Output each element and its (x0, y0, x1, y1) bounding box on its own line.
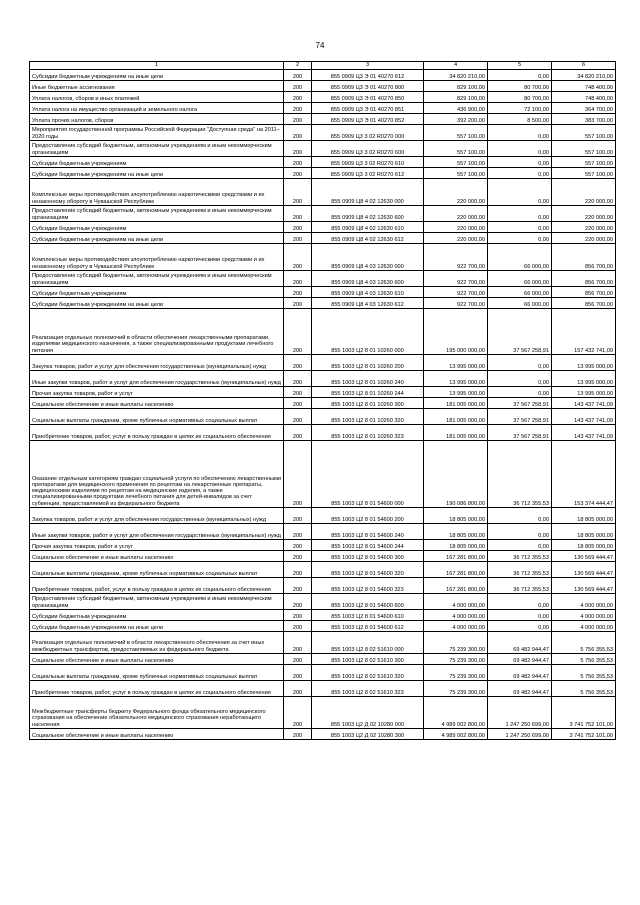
table-row (30, 524, 616, 540)
table-row (30, 578, 616, 594)
row-value-remaining: 13 995 000,00 (552, 355, 616, 371)
table-row (30, 141, 616, 157)
row-value-executed: 0,00 (488, 508, 552, 524)
row-value-approved: 557 100,00 (424, 157, 488, 168)
table-row (30, 425, 616, 441)
row-value-remaining: 4 000 000,00 (552, 621, 616, 632)
table-row (30, 103, 616, 114)
row-value-executed: 66 000,00 (488, 271, 552, 287)
row-value-remaining: 18 805 000,00 (552, 524, 616, 540)
row-kod: 200 (284, 355, 312, 371)
row-value-remaining: 3 741 752 101,00 (552, 697, 616, 729)
row-name: Уплата прочих налогов, сборов (30, 114, 284, 125)
row-value-remaining: 5 756 355,53 (552, 681, 616, 697)
row-code: 855 0909 Ц3 3 02 R0270 600 (312, 141, 424, 157)
row-name: Иные закупки товаров, работ и услуг для обеспечения государственных (муниципальных) нужд (30, 371, 284, 387)
row-kod: 200 (284, 441, 312, 508)
column-header: 6 (552, 62, 616, 70)
row-value-executed: 0,00 (488, 70, 552, 81)
row-name: Реализация отдельных полномочий в области лекарственного обеспечения за счет иных межбюджетных трансфертов, предоставляемых из федерального бюджета (30, 632, 284, 654)
row-name: Закупка товаров, работ и услуг для обеспечения государственных (муниципальных) нужд (30, 508, 284, 524)
row-kod: 200 (284, 141, 312, 157)
row-name: Оказание отдельным категориям граждан социальной услуги по обеспечению лекарственными препаратами для медицинского применения по рецептам на лекарственные препараты, медицинскими изделиями по рецептам на медицинские изделия, а также специализированными продуктами лечебного питания для детей-инвалидов за счет субвенции, предоставляемой из федерального бюджета (30, 441, 284, 508)
row-value-approved: 4 000 000,00 (424, 594, 488, 610)
row-name: Комплексные меры противодействия злоупотреблению наркотическими средствами и их незаконному обороту в Чувашской Республике (30, 244, 284, 271)
row-value-remaining: 383 700,00 (552, 114, 616, 125)
row-kod: 200 (284, 179, 312, 206)
table-row (30, 729, 616, 740)
row-code: 855 1003 Ц2 8 01 54600 610 (312, 610, 424, 621)
row-code: 855 1003 Ц2 8 01 54600 000 (312, 441, 424, 508)
row-value-executed: 0,00 (488, 179, 552, 206)
row-value-executed: 0,00 (488, 387, 552, 398)
table-row (30, 92, 616, 103)
row-kod: 200 (284, 222, 312, 233)
row-value-executed: 0,00 (488, 125, 552, 141)
row-value-approved: 220 000,00 (424, 179, 488, 206)
row-name: Приобретение товаров, работ, услуг в пользу граждан в целях их социального обеспечения (30, 681, 284, 697)
row-value-executed: 0,00 (488, 540, 552, 551)
row-code: 855 1003 Ц2 8 01 10260 323 (312, 425, 424, 441)
row-name: Социальные выплаты гражданам, кроме публичных нормативных социальных выплат (30, 409, 284, 425)
row-value-approved: 922 700,00 (424, 287, 488, 298)
row-value-approved: 4 000 000,00 (424, 621, 488, 632)
row-value-executed: 0,00 (488, 141, 552, 157)
row-value-approved: 75 239 300,00 (424, 665, 488, 681)
table-row (30, 298, 616, 309)
row-value-remaining: 364 700,00 (552, 103, 616, 114)
table-row (30, 387, 616, 398)
row-code: 855 0909 Ц8 4 02 12630 610 (312, 222, 424, 233)
row-value-approved: 557 100,00 (424, 125, 488, 141)
row-name: Социальное обеспечение и иные выплаты населению (30, 729, 284, 740)
row-code: 855 0909 Ц8 4 03 12630 000 (312, 244, 424, 271)
column-header: 2 (284, 62, 312, 70)
table-row (30, 665, 616, 681)
row-code: 855 1003 Ц2 Д 02 10280 300 (312, 729, 424, 740)
row-kod: 200 (284, 610, 312, 621)
row-value-remaining: 557 100,00 (552, 125, 616, 141)
table-row (30, 654, 616, 665)
row-value-approved: 829 100,00 (424, 92, 488, 103)
row-value-approved: 75 239 300,00 (424, 681, 488, 697)
row-kod: 200 (284, 409, 312, 425)
table-row (30, 508, 616, 524)
row-name: Предоставление субсидий бюджетным, автономным учреждениям и иным некоммерческим организациям (30, 271, 284, 287)
row-code: 855 1003 Ц2 8 01 54600 244 (312, 540, 424, 551)
row-kod: 200 (284, 157, 312, 168)
table-row (30, 409, 616, 425)
row-value-approved: 922 700,00 (424, 244, 488, 271)
row-kod: 200 (284, 681, 312, 697)
row-value-remaining: 34 820 210,00 (552, 70, 616, 81)
table-body (30, 62, 616, 740)
row-name: Уплата налога на имущество организаций и земельного налога (30, 103, 284, 114)
row-value-remaining: 5 756 355,53 (552, 654, 616, 665)
row-value-approved: 220 000,00 (424, 206, 488, 222)
table-row (30, 222, 616, 233)
row-value-remaining: 220 000,00 (552, 233, 616, 244)
table-row (30, 206, 616, 222)
row-code: 855 1003 Ц2 8 01 10260 000 (312, 309, 424, 355)
row-code: 855 1003 Ц2 8 01 54600 323 (312, 578, 424, 594)
row-name: Межбюджетные трансферты бюджету Федерального фонда обязательного медицинского страхования на обеспечение обязательного медицинского страхования неработающего населения (30, 697, 284, 729)
row-name: Предоставление субсидий бюджетным, автономным учреждениям и иным некоммерческим организациям (30, 594, 284, 610)
row-code: 855 1003 Ц2 8 01 10260 244 (312, 387, 424, 398)
row-value-approved: 13 995 000,00 (424, 387, 488, 398)
table-row (30, 125, 616, 141)
table-row (30, 632, 616, 654)
row-name: Приобретение товаров, работ, услуг в пользу граждан в целях их социального обеспечения (30, 578, 284, 594)
row-value-executed: 69 482 944,47 (488, 654, 552, 665)
table-row (30, 81, 616, 92)
row-code: 855 0909 Ц3 Э 01 40270 852 (312, 114, 424, 125)
row-name: Субсидии бюджетным учреждениям (30, 610, 284, 621)
row-value-remaining: 130 569 444,47 (552, 551, 616, 562)
row-value-approved: 190 086 800,00 (424, 441, 488, 508)
row-kod: 200 (284, 540, 312, 551)
table-row (30, 179, 616, 206)
row-code: 855 1003 Ц2 8 01 54600 612 (312, 621, 424, 632)
row-name: Прочая закупка товаров, работ и услуг (30, 540, 284, 551)
column-header: 4 (424, 62, 488, 70)
row-value-executed: 0,00 (488, 371, 552, 387)
row-value-remaining: 130 569 444,47 (552, 562, 616, 578)
row-code: 855 0909 Ц8 4 02 12630 612 (312, 233, 424, 244)
row-name: Предоставление субсидий бюджетным, автономным учреждениям и иным некоммерческим организациям (30, 141, 284, 157)
row-name: Социальные выплаты гражданам, кроме публичных нормативных социальных выплат (30, 665, 284, 681)
table-row (30, 168, 616, 179)
row-name: Уплата налогов, сборов и иных платежей (30, 92, 284, 103)
row-kod: 200 (284, 244, 312, 271)
row-value-remaining: 856 700,00 (552, 287, 616, 298)
row-value-executed: 0,00 (488, 524, 552, 540)
row-value-approved: 392 200,00 (424, 114, 488, 125)
row-value-approved: 34 820 210,00 (424, 70, 488, 81)
table-row (30, 271, 616, 287)
row-value-remaining: 4 000 000,00 (552, 594, 616, 610)
row-value-executed: 36 712 355,53 (488, 551, 552, 562)
row-code: 855 0909 Ц3 Э 01 40270 851 (312, 103, 424, 114)
row-kod: 200 (284, 665, 312, 681)
row-code: 855 1003 Ц2 8 02 51610 000 (312, 632, 424, 654)
row-value-executed: 8 500,00 (488, 114, 552, 125)
table-header-row (30, 62, 616, 70)
row-name: Субсидии бюджетным учреждениям (30, 287, 284, 298)
row-code: 855 1003 Ц2 8 01 10260 200 (312, 355, 424, 371)
row-code: 855 1003 Ц2 8 01 10260 240 (312, 371, 424, 387)
row-value-executed: 36 712 355,53 (488, 578, 552, 594)
row-value-remaining: 143 437 741,09 (552, 398, 616, 409)
row-code: 855 1003 Ц2 8 01 54600 320 (312, 562, 424, 578)
row-value-remaining: 18 805 000,00 (552, 508, 616, 524)
row-value-remaining: 856 700,00 (552, 244, 616, 271)
row-code: 855 0909 Ц8 4 03 12630 600 (312, 271, 424, 287)
row-kod: 200 (284, 729, 312, 740)
row-kod: 200 (284, 551, 312, 562)
row-code: 855 0909 Ц8 4 03 12630 612 (312, 298, 424, 309)
row-value-approved: 18 805 000,00 (424, 508, 488, 524)
row-value-executed: 80 700,00 (488, 81, 552, 92)
row-kod: 200 (284, 621, 312, 632)
row-name: Субсидии бюджетным учреждениям на иные цели (30, 233, 284, 244)
row-kod: 200 (284, 271, 312, 287)
row-code: 855 0909 Ц3 Э 01 40270 800 (312, 81, 424, 92)
row-value-approved: 557 100,00 (424, 141, 488, 157)
table-row (30, 681, 616, 697)
table-row (30, 610, 616, 621)
table-row (30, 398, 616, 409)
row-name: Мероприятия государственной программы Российской Федерации "Доступная среда" на 2011–2020 годы (30, 125, 284, 141)
row-kod: 200 (284, 398, 312, 409)
row-value-approved: 167 281 800,00 (424, 551, 488, 562)
row-name: Субсидии бюджетным учреждениям на иные цели (30, 621, 284, 632)
row-value-remaining: 748 400,00 (552, 81, 616, 92)
table-row (30, 621, 616, 632)
row-kod: 200 (284, 309, 312, 355)
row-value-approved: 75 239 300,00 (424, 654, 488, 665)
row-kod: 200 (284, 287, 312, 298)
row-value-remaining: 4 000 000,00 (552, 610, 616, 621)
row-value-approved: 220 000,00 (424, 233, 488, 244)
row-value-executed: 0,00 (488, 233, 552, 244)
row-value-remaining: 748 400,00 (552, 92, 616, 103)
row-value-remaining: 557 100,00 (552, 141, 616, 157)
row-value-approved: 220 000,00 (424, 222, 488, 233)
row-name: Субсидии бюджетным учреждениям (30, 222, 284, 233)
row-value-remaining: 5 756 355,53 (552, 665, 616, 681)
row-kod: 200 (284, 114, 312, 125)
row-name: Социальное обеспечение и иные выплаты населению (30, 551, 284, 562)
row-value-remaining: 856 700,00 (552, 271, 616, 287)
row-value-approved: 181 005 000,00 (424, 409, 488, 425)
page-number: 74 (315, 41, 325, 50)
row-name: Социальное обеспечение и иные выплаты населению (30, 654, 284, 665)
row-value-approved: 4 000 000,00 (424, 610, 488, 621)
table-row (30, 540, 616, 551)
row-value-approved: 18 805 000,00 (424, 540, 488, 551)
table-row (30, 441, 616, 508)
row-name: Реализация отдельных полномочий в области обеспечения лекарственными препаратами, изделиями медицинского назначения, а также специализированными продуктами лечебного питания (30, 309, 284, 355)
row-value-executed: 1 247 250 699,00 (488, 697, 552, 729)
table-row (30, 244, 616, 271)
row-kod: 200 (284, 632, 312, 654)
row-value-executed: 0,00 (488, 222, 552, 233)
row-value-approved: 167 281 800,00 (424, 562, 488, 578)
row-value-remaining: 13 995 000,00 (552, 387, 616, 398)
row-value-approved: 13 995 000,00 (424, 355, 488, 371)
table-row (30, 157, 616, 168)
table-row (30, 371, 616, 387)
row-kod: 200 (284, 81, 312, 92)
row-value-executed: 0,00 (488, 610, 552, 621)
row-code: 855 1003 Ц2 8 01 54600 600 (312, 594, 424, 610)
row-value-approved: 195 000 000,00 (424, 309, 488, 355)
row-value-approved: 75 239 300,00 (424, 632, 488, 654)
row-value-executed: 36 712 355,53 (488, 441, 552, 508)
row-value-approved: 829 100,00 (424, 81, 488, 92)
row-code: 855 1003 Ц2 8 01 54600 200 (312, 508, 424, 524)
row-code: 855 0909 Ц8 4 03 12630 610 (312, 287, 424, 298)
row-code: 855 1003 Ц2 Д 02 10280 000 (312, 697, 424, 729)
row-kod: 200 (284, 233, 312, 244)
row-kod: 200 (284, 508, 312, 524)
row-value-approved: 181 005 000,00 (424, 425, 488, 441)
row-code: 855 0909 Ц8 4 02 12630 600 (312, 206, 424, 222)
row-code: 855 0909 Ц3 Э 01 40270 612 (312, 70, 424, 81)
row-value-executed: 66 000,00 (488, 298, 552, 309)
row-value-approved: 181 005 000,00 (424, 398, 488, 409)
row-value-remaining: 557 100,00 (552, 168, 616, 179)
row-name: Социальные выплаты гражданам, кроме публичных нормативных социальных выплат (30, 562, 284, 578)
column-header: 1 (30, 62, 284, 70)
row-kod: 200 (284, 168, 312, 179)
row-name: Комплексные меры противодействия злоупотреблению наркотическими средствами и их незаконному обороту в Чувашской Республике (30, 179, 284, 206)
row-value-executed: 37 567 258,91 (488, 425, 552, 441)
row-code: 855 1003 Ц2 8 02 51610 320 (312, 665, 424, 681)
row-code: 855 0909 Ц3 3 02 R0270 610 (312, 157, 424, 168)
row-kod: 200 (284, 562, 312, 578)
row-value-remaining: 220 000,00 (552, 206, 616, 222)
row-code: 855 1003 Ц2 8 01 54600 300 (312, 551, 424, 562)
row-kod: 200 (284, 654, 312, 665)
table-row (30, 562, 616, 578)
table-row (30, 70, 616, 81)
table-row (30, 551, 616, 562)
row-code: 855 1003 Ц2 8 02 51610 300 (312, 654, 424, 665)
table-row (30, 355, 616, 371)
row-value-executed: 0,00 (488, 168, 552, 179)
row-code: 855 1003 Ц2 8 02 51610 323 (312, 681, 424, 697)
row-value-executed: 66 000,00 (488, 244, 552, 271)
table-row (30, 697, 616, 729)
row-code: 855 0909 Ц3 Э 01 40270 850 (312, 92, 424, 103)
row-value-approved: 557 100,00 (424, 168, 488, 179)
row-value-approved: 13 995 000,00 (424, 371, 488, 387)
row-value-remaining: 220 000,00 (552, 222, 616, 233)
row-value-executed: 69 482 944,47 (488, 632, 552, 654)
row-name: Субсидии бюджетным учреждениям (30, 157, 284, 168)
row-kod: 200 (284, 70, 312, 81)
row-value-executed: 69 482 944,47 (488, 681, 552, 697)
row-value-remaining: 3 741 752 101,00 (552, 729, 616, 740)
row-value-executed: 37 567 258,91 (488, 309, 552, 355)
row-name: Социальное обеспечение и иные выплаты населению (30, 398, 284, 409)
row-code: 855 1003 Ц2 8 01 10260 320 (312, 409, 424, 425)
row-value-executed: 37 567 258,91 (488, 398, 552, 409)
row-value-executed: 0,00 (488, 157, 552, 168)
row-value-remaining: 157 432 741,09 (552, 309, 616, 355)
row-kod: 200 (284, 425, 312, 441)
row-value-approved: 4 989 002 800,00 (424, 697, 488, 729)
row-value-approved: 167 281 800,00 (424, 578, 488, 594)
row-value-executed: 1 247 250 699,00 (488, 729, 552, 740)
row-value-executed: 36 712 355,53 (488, 562, 552, 578)
row-name: Предоставление субсидий бюджетным, автономным учреждениям и иным некоммерческим организациям (30, 206, 284, 222)
row-code: 855 0909 Ц3 3 02 R0270 000 (312, 125, 424, 141)
row-kod: 200 (284, 298, 312, 309)
row-value-executed: 0,00 (488, 621, 552, 632)
row-value-remaining: 220 000,00 (552, 179, 616, 206)
row-name: Иные бюджетные ассигнования (30, 81, 284, 92)
row-name: Закупка товаров, работ и услуг для обеспечения государственных (муниципальных) нужд (30, 355, 284, 371)
row-name: Иные закупки товаров, работ и услуг для обеспечения государственных (муниципальных) нужд (30, 524, 284, 540)
row-value-executed: 0,00 (488, 355, 552, 371)
budget-table (29, 61, 616, 740)
row-value-approved: 436 900,00 (424, 103, 488, 114)
table-row (30, 114, 616, 125)
row-value-approved: 4 989 002 800,00 (424, 729, 488, 740)
row-value-remaining: 856 700,00 (552, 298, 616, 309)
row-code: 855 0909 Ц3 3 02 R0270 612 (312, 168, 424, 179)
row-name: Прочая закупка товаров, работ и услуг (30, 387, 284, 398)
row-kod: 200 (284, 594, 312, 610)
row-value-remaining: 153 374 444,47 (552, 441, 616, 508)
row-kod: 200 (284, 92, 312, 103)
row-kod: 200 (284, 387, 312, 398)
row-kod: 200 (284, 524, 312, 540)
row-name: Приобретение товаров, работ, услуг в пользу граждан в целях их социального обеспечения (30, 425, 284, 441)
row-name: Субсидии бюджетным учреждениям на иные цели (30, 70, 284, 81)
row-value-remaining: 13 995 000,00 (552, 371, 616, 387)
row-kod: 200 (284, 125, 312, 141)
row-value-approved: 922 700,00 (424, 271, 488, 287)
row-value-executed: 0,00 (488, 206, 552, 222)
table-row (30, 309, 616, 355)
row-code: 855 1003 Ц2 8 01 54600 240 (312, 524, 424, 540)
row-value-remaining: 130 569 444,47 (552, 578, 616, 594)
row-value-executed: 69 482 944,47 (488, 665, 552, 681)
row-value-executed: 66 000,00 (488, 287, 552, 298)
row-code: 855 1003 Ц2 8 01 10260 300 (312, 398, 424, 409)
row-value-executed: 72 100,00 (488, 103, 552, 114)
column-header: 5 (488, 62, 552, 70)
row-kod: 200 (284, 103, 312, 114)
row-value-executed: 37 567 258,91 (488, 409, 552, 425)
row-kod: 200 (284, 206, 312, 222)
row-value-executed: 80 700,00 (488, 92, 552, 103)
row-name: Субсидии бюджетным учреждениям на иные цели (30, 168, 284, 179)
row-name: Субсидии бюджетным учреждениям на иные цели (30, 298, 284, 309)
row-value-executed: 0,00 (488, 594, 552, 610)
row-kod: 200 (284, 578, 312, 594)
row-value-remaining: 18 805 000,00 (552, 540, 616, 551)
table-row (30, 594, 616, 610)
row-value-remaining: 143 437 741,09 (552, 409, 616, 425)
table-row (30, 233, 616, 244)
row-value-approved: 18 805 000,00 (424, 524, 488, 540)
column-header: 3 (312, 62, 424, 70)
row-value-approved: 922 700,00 (424, 298, 488, 309)
row-value-remaining: 5 756 355,53 (552, 632, 616, 654)
row-kod: 200 (284, 697, 312, 729)
row-kod: 200 (284, 371, 312, 387)
row-code: 855 0909 Ц8 4 02 12630 000 (312, 179, 424, 206)
row-value-remaining: 557 100,00 (552, 157, 616, 168)
row-value-remaining: 143 437 741,09 (552, 425, 616, 441)
table-row (30, 287, 616, 298)
